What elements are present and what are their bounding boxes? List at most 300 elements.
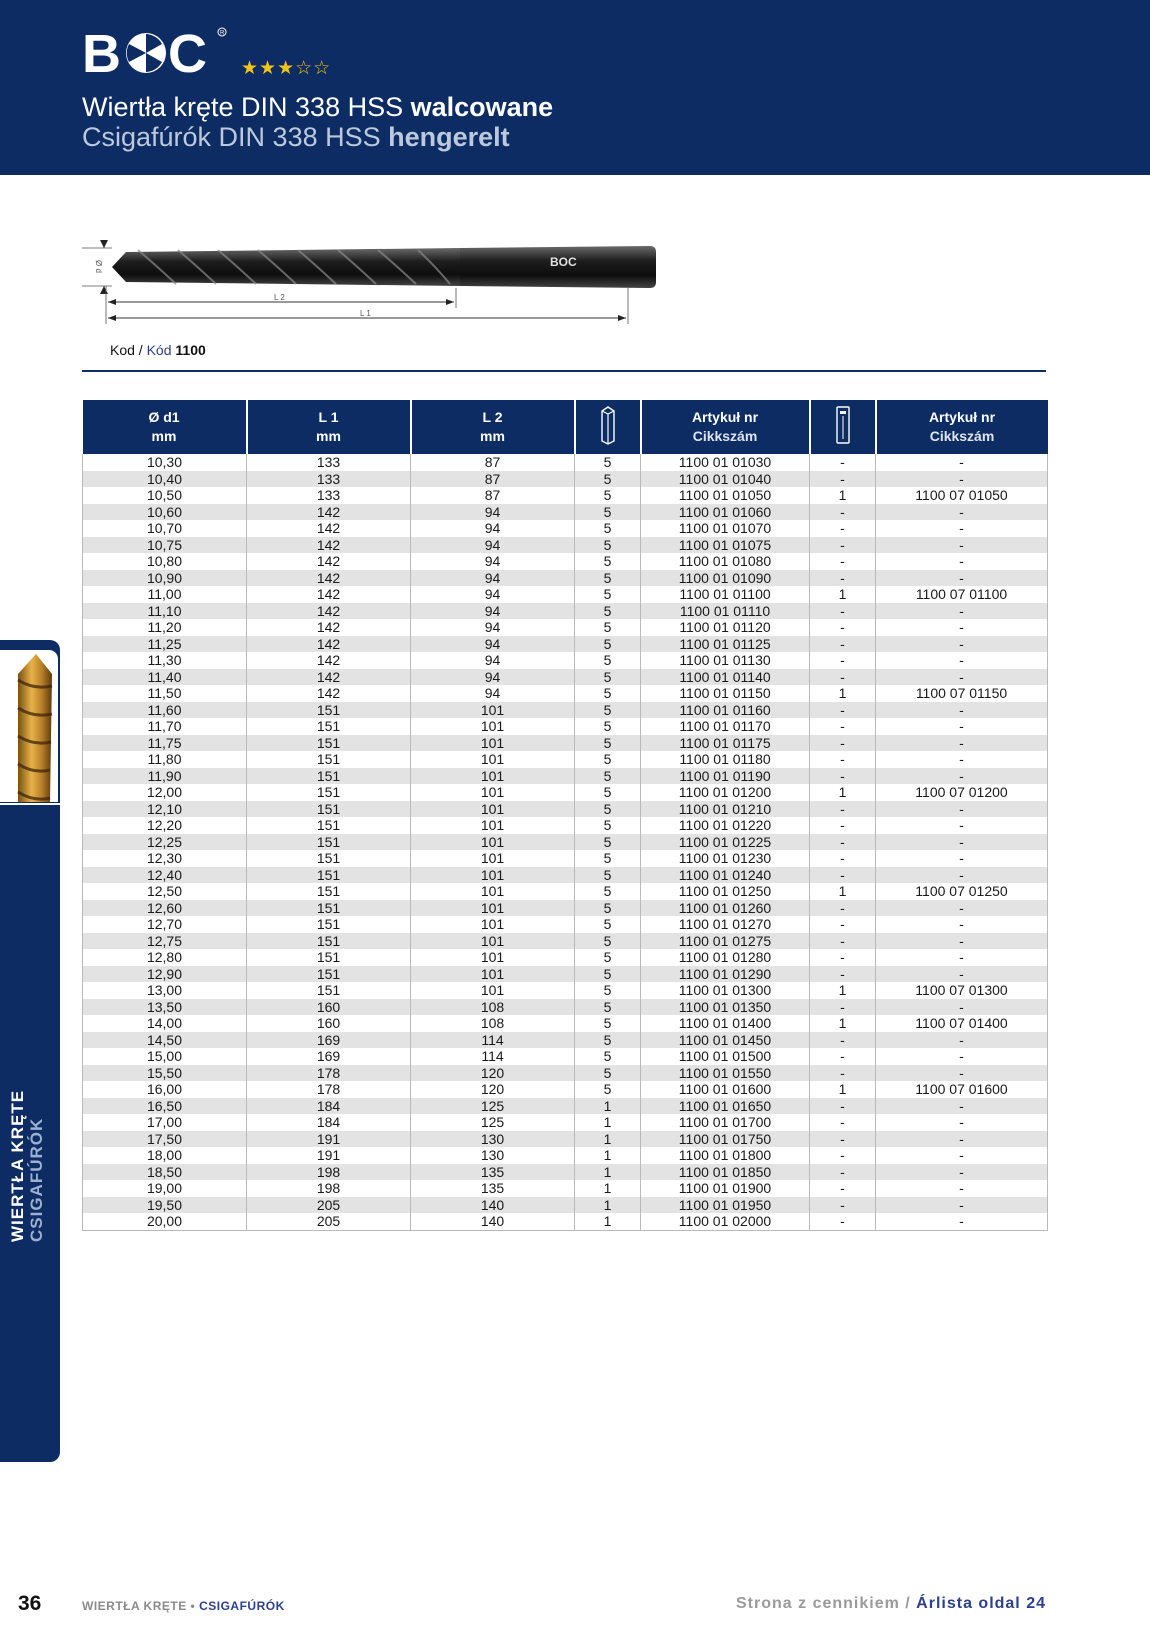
l1-cell: 151 [247,834,411,851]
single-qty-cell: - [810,949,876,966]
diameter-cell: 15,00 [83,1048,247,1065]
table-row [83,702,1048,719]
l2-cell: 114 [411,1048,575,1065]
single-qty-cell: - [810,652,876,669]
l1-cell: 205 [247,1213,411,1230]
l1-cell: 151 [247,883,411,900]
article-no-single-cell: - [876,867,1048,884]
article-no-single-cell: - [876,603,1048,620]
diameter-cell: 12,70 [83,916,247,933]
l2-cell: 101 [411,768,575,785]
diameter-cell: 11,60 [83,702,247,719]
single-qty-cell: - [810,570,876,587]
table-row [83,619,1048,636]
single-qty-cell: - [810,834,876,851]
l2-cell: 101 [411,801,575,818]
l1-cell: 142 [247,504,411,521]
l1-cell: 142 [247,537,411,554]
diameter-cell: 12,10 [83,801,247,818]
article-no-cell: 1100 01 01030 [641,454,810,471]
article-no-single-cell: - [876,949,1048,966]
article-no-single-cell: - [876,751,1048,768]
side-tab-label: WIERTŁA KRĘTE CSIGAFÚRÓK [8,1089,46,1242]
pack-qty-cell: 1 [575,1114,641,1131]
table-row [83,1081,1048,1098]
pack-qty-cell: 5 [575,850,641,867]
table-row [83,718,1048,735]
table-row [83,1131,1048,1148]
article-no-cell: 1100 01 01280 [641,949,810,966]
article-no-single-cell: - [876,636,1048,653]
article-no-cell: 1100 01 01125 [641,636,810,653]
article-no-cell: 1100 01 01170 [641,718,810,735]
article-no-single-cell: - [876,1213,1048,1230]
table-row [83,570,1048,587]
table-row [83,603,1048,620]
pack-box-icon [599,405,617,445]
diameter-cell: 14,00 [83,1015,247,1032]
article-no-single-cell: 1100 07 01250 [876,883,1048,900]
diameter-cell: 11,70 [83,718,247,735]
table-row [83,1164,1048,1181]
pack-qty-cell: 1 [575,1180,641,1197]
pack-qty-cell: 1 [575,1131,641,1148]
single-qty-cell: - [810,1048,876,1065]
table-row [83,1048,1048,1065]
l2-cell: 101 [411,784,575,801]
article-no-single-cell: - [876,553,1048,570]
diameter-cell: 11,90 [83,768,247,785]
table-row [83,471,1048,488]
l1-cell: 151 [247,933,411,950]
pack-qty-cell: 5 [575,619,641,636]
single-qty-cell: 1 [810,883,876,900]
single-qty-cell: - [810,702,876,719]
single-qty-cell: - [810,1164,876,1181]
table-row [83,487,1048,504]
footer-price-reference: Strona z cennikiem / Árlista oldal 24 [736,1595,1046,1612]
single-qty-cell: - [810,900,876,917]
l1-cell: 142 [247,636,411,653]
l1-cell: 142 [247,685,411,702]
pack-qty-cell: 5 [575,520,641,537]
table-row [83,850,1048,867]
pack-qty-cell: 5 [575,570,641,587]
table-row [83,1032,1048,1049]
single-qty-cell: - [810,1180,876,1197]
l2-cell: 135 [411,1180,575,1197]
article-no-cell: 1100 01 01250 [641,883,810,900]
l1-cell: 142 [247,603,411,620]
single-qty-cell: 1 [810,487,876,504]
diameter-cell: 11,80 [83,751,247,768]
l2-cell: 94 [411,504,575,521]
pack-qty-cell: 5 [575,636,641,653]
star-empty-icon: ☆☆ [295,57,332,79]
l1-cell: 151 [247,751,411,768]
l2-cell: 101 [411,817,575,834]
pack-qty-cell: 5 [575,1032,641,1049]
pack-qty-cell: 5 [575,471,641,488]
single-qty-cell: - [810,933,876,950]
article-no-cell: 1100 01 01950 [641,1197,810,1214]
diameter-cell: 10,90 [83,570,247,587]
article-no-single-cell: 1100 07 01150 [876,685,1048,702]
l2-cell: 101 [411,982,575,999]
pack-qty-cell: 1 [575,1213,641,1230]
diameter-cell: 18,00 [83,1147,247,1164]
l2-cell: 125 [411,1098,575,1115]
diameter-cell: 17,50 [83,1131,247,1148]
article-no-single-cell: 1100 07 01050 [876,487,1048,504]
product-table [82,400,1048,1231]
article-no-single-cell: - [876,702,1048,719]
article-no-cell: 1100 01 01800 [641,1147,810,1164]
header-divider [82,370,1046,372]
table-row [83,1114,1048,1131]
single-qty-cell: - [810,1114,876,1131]
l1-cell: 151 [247,966,411,983]
diameter-cell: 11,40 [83,669,247,686]
table-row [83,685,1048,702]
diameter-cell: 10,30 [83,454,247,471]
diameter-cell: 11,25 [83,636,247,653]
pack-qty-cell: 5 [575,1081,641,1098]
l2-cell: 114 [411,1032,575,1049]
article-no-single-cell: - [876,834,1048,851]
table-row [83,652,1048,669]
pack-qty-cell: 5 [575,801,641,818]
pack-qty-cell: 5 [575,966,641,983]
table-row [83,966,1048,983]
article-no-single-cell: - [876,1180,1048,1197]
article-no-cell: 1100 01 01260 [641,900,810,917]
article-no-cell: 1100 01 01175 [641,735,810,752]
article-no-cell: 1100 01 01500 [641,1048,810,1065]
l1-cell: 151 [247,867,411,884]
l2-cell: 101 [411,966,575,983]
l2-cell: 94 [411,652,575,669]
l2-cell: 94 [411,669,575,686]
article-no-single-cell: 1100 07 01400 [876,1015,1048,1032]
article-no-cell: 1100 01 01270 [641,916,810,933]
diameter-cell: 11,30 [83,652,247,669]
l2-cell: 94 [411,619,575,636]
l1-cell: 151 [247,817,411,834]
table-row [83,834,1048,851]
l2-cell: 140 [411,1213,575,1230]
article-no-cell: 1100 01 01110 [641,603,810,620]
single-qty-cell: - [810,1131,876,1148]
single-qty-cell: - [810,867,876,884]
table-row [83,669,1048,686]
pack-qty-cell: 5 [575,685,641,702]
diameter-cell: 15,50 [83,1065,247,1082]
article-no-cell: 1100 01 01400 [641,1015,810,1032]
pack-qty-cell: 5 [575,982,641,999]
l2-cell: 140 [411,1197,575,1214]
page-number: 36 [18,1592,42,1615]
single-qty-cell: - [810,966,876,983]
pack-qty-cell: 5 [575,834,641,851]
pack-qty-cell: 5 [575,999,641,1016]
article-no-single-cell: - [876,817,1048,834]
article-no-single-cell: - [876,471,1048,488]
article-no-cell: 1100 01 01190 [641,768,810,785]
header-l2: L 2 mm [411,400,575,454]
article-no-single-cell: - [876,454,1048,471]
l1-cell: 151 [247,718,411,735]
table-row [83,1197,1048,1214]
diameter-cell: 11,20 [83,619,247,636]
diameter-cell: 12,80 [83,949,247,966]
single-qty-cell: - [810,504,876,521]
l2-cell: 87 [411,454,575,471]
header-banner [0,0,1150,175]
pack-qty-cell: 5 [575,949,641,966]
diameter-cell: 20,00 [83,1213,247,1230]
pack-qty-cell: 5 [575,603,641,620]
l2-cell: 130 [411,1147,575,1164]
table-body [83,454,1048,1230]
article-no-single-cell: - [876,619,1048,636]
l2-cell: 94 [411,537,575,554]
article-no-cell: 1100 01 01210 [641,801,810,818]
single-qty-cell: - [810,751,876,768]
table-row [83,735,1048,752]
pack-qty-cell: 5 [575,1015,641,1032]
l1-cell: 133 [247,487,411,504]
diameter-cell: 18,50 [83,1164,247,1181]
article-no-cell: 1100 01 02000 [641,1213,810,1230]
single-qty-cell: - [810,768,876,785]
l1-cell: 142 [247,520,411,537]
article-no-single-cell: 1100 07 01100 [876,586,1048,603]
article-no-single-cell: - [876,669,1048,686]
pack-qty-cell: 5 [575,933,641,950]
table-row [83,1098,1048,1115]
pack-qty-cell: 1 [575,1164,641,1181]
article-no-single-cell: - [876,916,1048,933]
l2-cell: 120 [411,1081,575,1098]
shank-brand-label: BOC [550,255,577,269]
pack-qty-cell: 5 [575,883,641,900]
l1-cell: 169 [247,1048,411,1065]
article-no-cell: 1100 01 01450 [641,1032,810,1049]
pack-qty-cell: 5 [575,1065,641,1082]
l2-cell: 108 [411,1015,575,1032]
table-row [83,751,1048,768]
l2-cell: 94 [411,685,575,702]
l2-cell: 94 [411,570,575,587]
table-row [83,982,1048,999]
single-qty-cell: 1 [810,1015,876,1032]
article-no-cell: 1100 01 01070 [641,520,810,537]
single-qty-cell: 1 [810,784,876,801]
single-qty-cell: 1 [810,685,876,702]
table-header-row [83,400,1048,454]
single-qty-cell: - [810,1147,876,1164]
l2-cell: 101 [411,751,575,768]
article-no-cell: 1100 01 01200 [641,784,810,801]
single-pack-icon [835,405,851,445]
l2-label: L 2 [274,293,285,302]
l2-cell: 135 [411,1164,575,1181]
diameter-cell: 14,50 [83,1032,247,1049]
l2-cell: 101 [411,735,575,752]
l2-cell: 94 [411,586,575,603]
pack-qty-cell: 1 [575,1098,641,1115]
article-no-cell: 1100 01 01160 [641,702,810,719]
l1-cell: 151 [247,982,411,999]
l1-cell: 205 [247,1197,411,1214]
star-filled-icon: ★★★ [241,57,296,79]
l1-cell: 191 [247,1147,411,1164]
l1-cell: 184 [247,1098,411,1115]
l1-cell: 142 [247,669,411,686]
article-no-cell: 1100 01 01275 [641,933,810,950]
single-qty-cell: - [810,850,876,867]
pack-qty-cell: 5 [575,900,641,917]
table-row [83,883,1048,900]
table-row [83,900,1048,917]
table-row [83,817,1048,834]
l1-cell: 151 [247,949,411,966]
quality-stars [241,57,331,79]
diameter-cell: 11,00 [83,586,247,603]
article-no-single-cell: - [876,933,1048,950]
l1-cell: 169 [247,1032,411,1049]
l2-cell: 101 [411,916,575,933]
l2-cell: 101 [411,900,575,917]
pack-qty-cell: 5 [575,1048,641,1065]
diameter-cell: 10,75 [83,537,247,554]
l1-cell: 142 [247,553,411,570]
article-no-single-cell: - [876,900,1048,917]
l2-cell: 101 [411,702,575,719]
table-row [83,454,1048,471]
article-no-single-cell: - [876,1197,1048,1214]
pack-qty-cell: 5 [575,454,641,471]
table-row [83,520,1048,537]
drill-dimension-illustration [78,212,688,337]
article-no-cell: 1100 01 01130 [641,652,810,669]
single-qty-cell: - [810,1197,876,1214]
l1-cell: 160 [247,999,411,1016]
table-row [83,586,1048,603]
l1-cell: 178 [247,1081,411,1098]
single-qty-cell: - [810,999,876,1016]
article-no-single-cell: - [876,801,1048,818]
diameter-cell: 12,30 [83,850,247,867]
single-qty-cell: - [810,801,876,818]
l1-cell: 151 [247,784,411,801]
l1-cell: 142 [247,570,411,587]
l1-cell: 160 [247,1015,411,1032]
pack-qty-cell: 5 [575,537,641,554]
l1-cell: 151 [247,900,411,917]
article-no-cell: 1100 01 01240 [641,867,810,884]
l2-cell: 120 [411,1065,575,1082]
pack-qty-cell: 5 [575,817,641,834]
table-row [83,1015,1048,1032]
article-no-cell: 1100 01 01140 [641,669,810,686]
single-qty-cell: 1 [810,982,876,999]
pack-qty-cell: 5 [575,768,641,785]
l1-cell: 198 [247,1164,411,1181]
single-qty-cell: - [810,619,876,636]
l1-cell: 151 [247,850,411,867]
l1-cell: 178 [247,1065,411,1082]
table-row [83,636,1048,653]
article-no-single-cell: - [876,1164,1048,1181]
svg-text:R: R [220,30,225,37]
l2-cell: 94 [411,603,575,620]
diameter-cell: 10,40 [83,471,247,488]
single-qty-cell: - [810,1213,876,1230]
table-row [83,784,1048,801]
article-no-single-cell: - [876,735,1048,752]
diameter-cell: 12,75 [83,933,247,950]
l1-cell: 184 [247,1114,411,1131]
table-row [83,768,1048,785]
l2-cell: 101 [411,850,575,867]
table-row [83,504,1048,521]
diameter-cell: 12,00 [83,784,247,801]
pack-qty-cell: 5 [575,867,641,884]
pack-qty-cell: 5 [575,553,641,570]
article-no-cell: 1100 01 01220 [641,817,810,834]
l1-cell: 142 [247,619,411,636]
l1-cell: 151 [247,801,411,818]
pack-qty-cell: 5 [575,784,641,801]
article-no-single-cell: 1100 07 01200 [876,784,1048,801]
article-no-cell: 1100 01 01100 [641,586,810,603]
article-no-cell: 1100 01 01600 [641,1081,810,1098]
l2-cell: 101 [411,883,575,900]
l2-cell: 94 [411,553,575,570]
l2-cell: 87 [411,487,575,504]
title-hungarian: Csigafúrók DIN 338 HSS hengerelt [82,122,510,152]
diameter-cell: 12,50 [83,883,247,900]
single-qty-cell: - [810,603,876,620]
l2-cell: 101 [411,933,575,950]
l1-label: L 1 [360,309,371,318]
l2-cell: 87 [411,471,575,488]
article-no-cell: 1100 01 01080 [641,553,810,570]
article-no-single-cell: 1100 07 01300 [876,982,1048,999]
single-qty-cell: - [810,454,876,471]
l1-cell: 198 [247,1180,411,1197]
article-no-cell: 1100 01 01075 [641,537,810,554]
l2-cell: 101 [411,718,575,735]
l2-cell: 125 [411,1114,575,1131]
pack-qty-cell: 5 [575,916,641,933]
header-l1: L 1 mm [247,400,411,454]
l2-cell: 94 [411,636,575,653]
l2-cell: 101 [411,867,575,884]
l2-cell: 130 [411,1131,575,1148]
pack-qty-cell: 5 [575,669,641,686]
single-qty-cell: - [810,636,876,653]
pack-qty-cell: 5 [575,652,641,669]
table-row [83,933,1048,950]
pack-qty-cell: 5 [575,751,641,768]
pack-qty-cell: 5 [575,586,641,603]
diameter-cell: 16,50 [83,1098,247,1115]
article-no-single-cell: - [876,520,1048,537]
l1-cell: 191 [247,1131,411,1148]
